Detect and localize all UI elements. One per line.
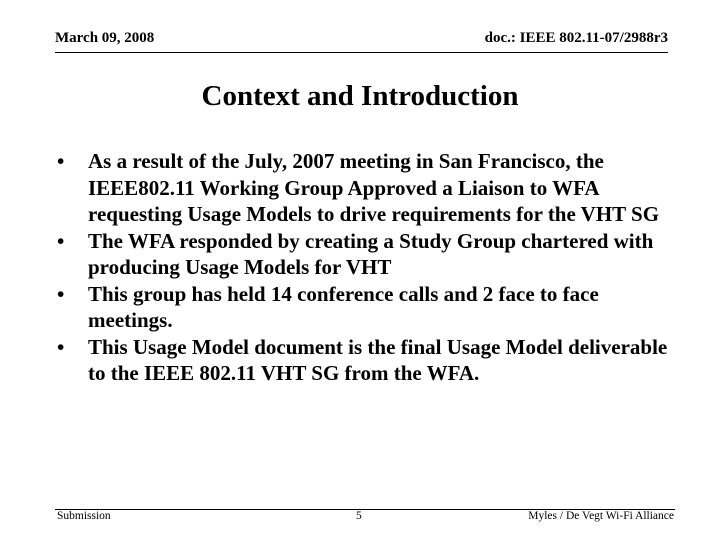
bullet-item — [57, 148, 677, 228]
bullet-text: As a result of the July, 2007 meeting in San Francisco, the IEEE802.11 Working Group Approved a Liaison to WFA requesting Usage Models to drive requirements for the VHT SG — [88, 149, 660, 226]
bullet-item — [57, 281, 677, 334]
bullet-item — [57, 228, 677, 281]
bullet-item — [57, 334, 677, 387]
slide-title: Context and Introduction — [201, 80, 519, 112]
bullet-text: This group has held 14 conference calls and 2 face to face meetings. — [88, 281, 599, 332]
footer-page-number: 5 — [356, 510, 362, 522]
bullet-text: The WFA responded by creating a Study Group chartered with producing Usage Models for VHT — [88, 228, 654, 279]
header-divider — [55, 52, 668, 53]
bullet-icon: • — [57, 281, 65, 306]
footer-submission: Submission — [57, 510, 111, 522]
footer-authors: Myles / De Vegt Wi-Fi Alliance — [528, 510, 674, 522]
bullet-text: This Usage Model document is the final Usage Model deliverable to the IEEE 802.11 VHT SG from the WFA. — [88, 334, 668, 385]
bullet-icon: • — [57, 334, 65, 359]
header-date: March 09, 2008 — [55, 30, 155, 46]
header-doc-id: doc.: IEEE 802.11-07/2988r3 — [484, 30, 668, 46]
bullet-icon: • — [57, 228, 65, 253]
bullet-list — [57, 148, 677, 387]
bullet-icon: • — [57, 149, 65, 173]
